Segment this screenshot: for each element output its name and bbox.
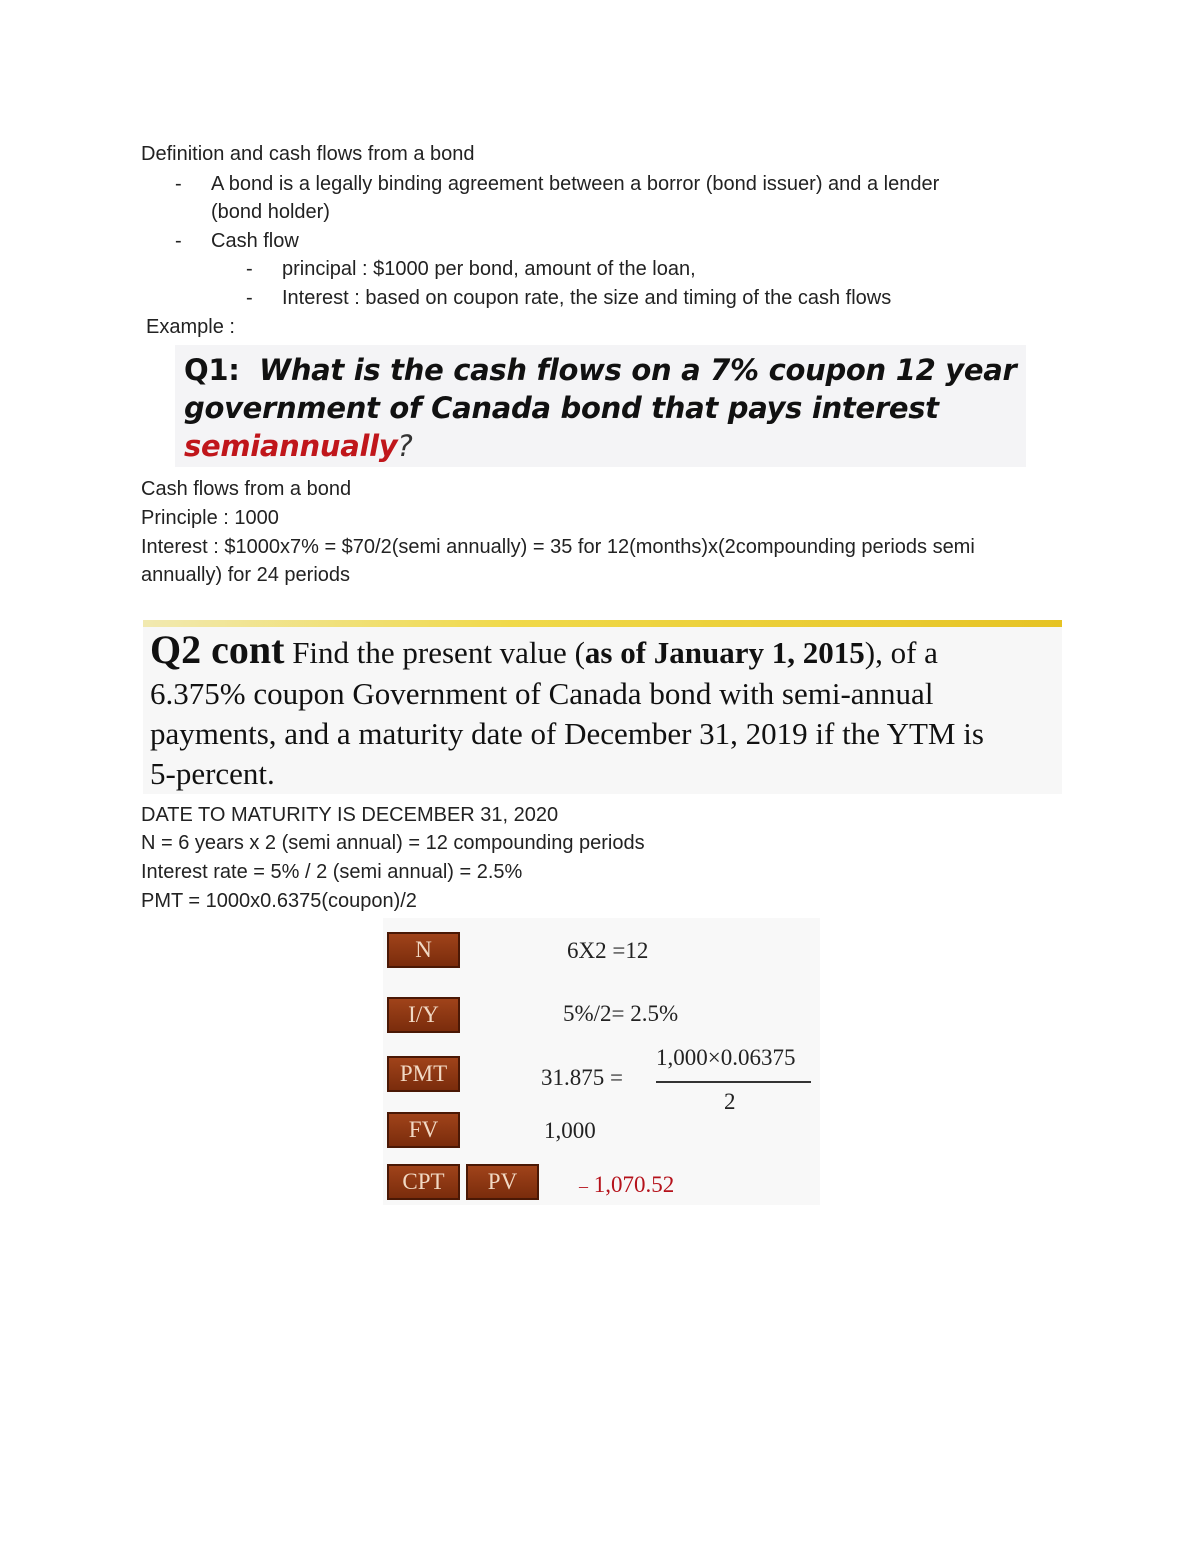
- fraction-line: [656, 1081, 811, 1083]
- sub-bullet-interest: Interest : based on coupon rate, the size and timing of the cash flows: [282, 287, 892, 309]
- answer2-maturity: DATE TO MATURITY IS DECEMBER 31, 2020: [141, 804, 559, 826]
- key-iy: I/Y: [387, 997, 460, 1033]
- calculator-steps-image: [383, 918, 820, 1205]
- sub-bullet-dash: -: [246, 287, 253, 309]
- q1-text-1: What is the cash flows on a 7% coupon 12 year: [259, 353, 1017, 387]
- key-pmt: PMT: [387, 1056, 460, 1092]
- value-pmt-numerator: 1,000×0.06375: [656, 1045, 796, 1070]
- q2-line-4: 5-percent.: [150, 756, 275, 791]
- q2-line-2: 6.375% coupon Government of Canada bond with semi-annual: [150, 676, 934, 711]
- bullet-dash: -: [175, 173, 182, 195]
- value-pmt-result: 31.875 =: [541, 1065, 623, 1090]
- answer1-heading: Cash flows from a bond: [141, 478, 352, 500]
- q2-line-1: [150, 627, 938, 673]
- value-fv: 1,000: [544, 1118, 596, 1143]
- answer1-interest-cont: annually) for 24 periods: [141, 564, 351, 586]
- q2-text-1b: as of January 1, 2015: [584, 635, 865, 670]
- value-pv: [579, 1171, 674, 1200]
- answer1-interest: Interest : $1000x7% = $70/2(semi annually) = 35 for 12(months)x(2compounding periods semi: [141, 536, 975, 558]
- q1-line-3: [184, 427, 412, 465]
- key-fv: FV: [387, 1112, 460, 1148]
- answer2-n: N = 6 years x 2 (semi annual) = 12 compounding periods: [141, 832, 645, 854]
- answer1-principle: Principle : 1000: [141, 507, 279, 529]
- value-pv-sign: –: [579, 1176, 588, 1196]
- question-1-image: [175, 345, 1026, 467]
- sub-bullet-principal: principal : $1000 per bond, amount of the loan,: [282, 258, 696, 280]
- q2-line-3: payments, and a maturity date of December 31, 2019 if the YTM is: [150, 716, 984, 751]
- answer2-rate: Interest rate = 5% / 2 (semi annual) = 2.5%: [141, 861, 523, 883]
- example-label: Example :: [146, 316, 235, 338]
- q1-line-1: [184, 351, 1017, 389]
- bullet-dash: -: [175, 230, 182, 252]
- sub-bullet-dash: -: [246, 258, 253, 280]
- value-pmt-denominator: 2: [724, 1089, 736, 1114]
- key-pv: PV: [466, 1164, 539, 1200]
- q1-question-mark: ?: [397, 429, 413, 463]
- q2-text-1a: Find the present value (: [284, 635, 585, 670]
- q2-top-bar: [143, 620, 1062, 627]
- key-cpt: CPT: [387, 1164, 460, 1200]
- value-pv-amount: 1,070.52: [593, 1172, 675, 1197]
- value-n: 6X2 =12: [567, 938, 649, 963]
- key-n: N: [387, 932, 460, 968]
- question-2-image: [143, 620, 1062, 794]
- bullet-bond-definition-cont: (bond holder): [211, 201, 330, 223]
- q1-emphasis: semiannually: [184, 429, 398, 463]
- bullet-cash-flow: Cash flow: [211, 230, 299, 252]
- q2-text-1c: ), of a: [864, 635, 938, 670]
- bullet-bond-definition: A bond is a legally binding agreement between a borror (bond issuer) and a lender: [211, 173, 940, 195]
- q1-label: Q1:: [184, 353, 240, 387]
- value-iy: 5%/2= 2.5%: [563, 1001, 679, 1026]
- section-heading: Definition and cash flows from a bond: [141, 143, 475, 165]
- q1-line-2: government of Canada bond that pays interest: [184, 391, 939, 425]
- q2-label: Q2 cont: [150, 627, 285, 672]
- answer2-pmt: PMT = 1000x0.6375(coupon)/2: [141, 890, 417, 912]
